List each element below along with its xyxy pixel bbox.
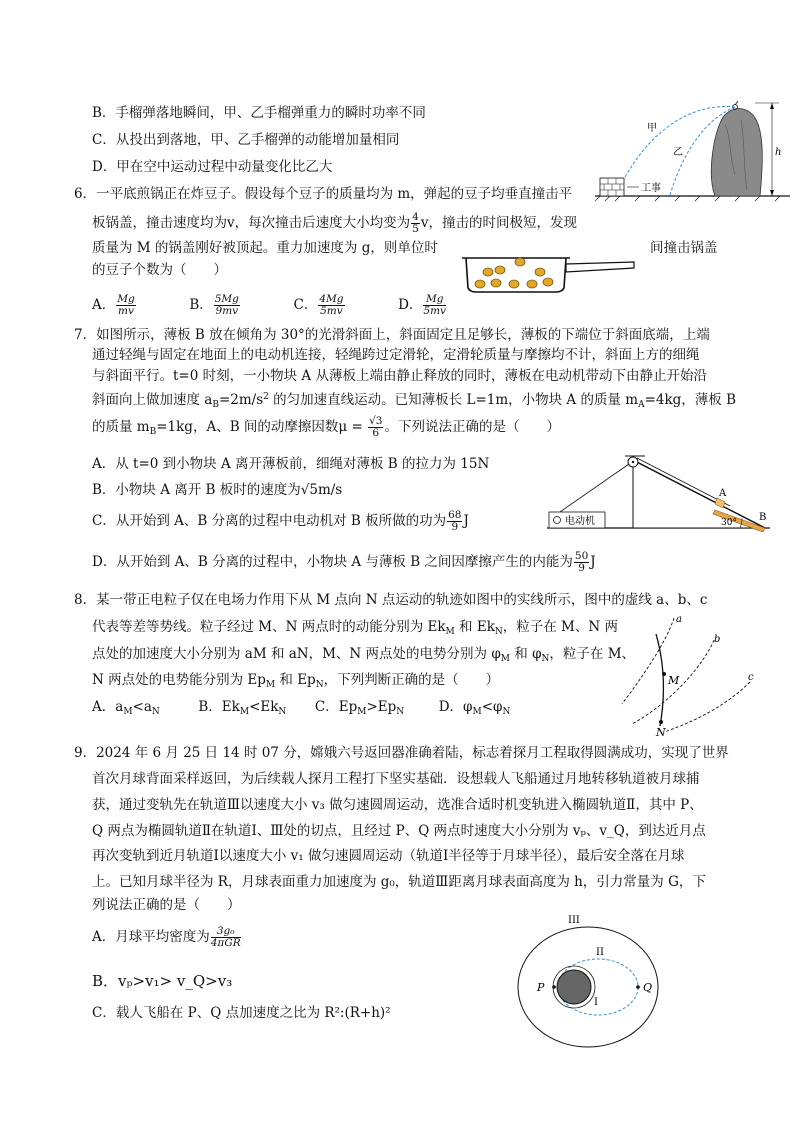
q5-fig-yi: 乙 <box>673 147 683 158</box>
q5-fig-jia: 甲 <box>647 123 657 134</box>
q6-line-4: 的豆子个数为（ ） <box>92 262 227 278</box>
q5-option-d: D．甲在空中运动过程中动量变化比乙大 <box>92 159 333 175</box>
q5-option-c: C．从投出到落地，甲、乙手榴弹的动能增加量相同 <box>92 132 400 148</box>
q7-line-2: 通过轻绳与固定在地面上的电动机连接，轻绳跨过定滑轮，定滑轮质量与摩擦均不计，斜面上方的细绳 <box>92 347 700 363</box>
q5-fig-gongshi: 工事 <box>641 183 661 194</box>
q7-line-3: 与斜面平行。t=0 时刻，一小物块 A 从薄板上端由静止释放的同时，薄板在电动机带动下由静止开始沿 <box>92 368 707 384</box>
q7-line-5: 的质量 $m_B=1kg$，A、B 间的动摩擦因数μ = $\frac{√3}{6}$ 。下列说法正确的是（ ） <box>92 415 560 439</box>
q8-fig-n: N <box>656 726 666 738</box>
q7-line-4: 斜面向上做加速度 $a_B=2m/s^2$ 的匀加速直线运动。已知薄板长 L=1m，小物块 A 的质量 $m_A=4kg$，薄板 B <box>92 392 737 410</box>
q6-figure <box>460 250 638 296</box>
q8-line-2: 代表等差等势线。粒子经过 M、N 两点时的动能分别为 $Ek_M$ 和 $Ek_N$，粒子在 M、N 两 <box>92 619 618 637</box>
q9-fig-i: I <box>594 997 598 1008</box>
q9-line-5: 再次变轨到近月轨道Ⅰ以速度大小 v₁ 做匀速圆周运动（轨道Ⅰ半径等于月球半径），最后安全落在月球 <box>92 848 685 864</box>
q9-line-7: 列说法正确的是（ ） <box>92 897 241 913</box>
q9-fig-ii: II <box>596 947 604 958</box>
q9-option-a: A．月球平均密度为 $\frac{\text{3g₀}}{\text{4πGR}}$ <box>92 925 241 949</box>
q7-option-a: A．从 t=0 到小物块 A 离开薄板前，细绳对薄板 B 的拉力为 15N <box>92 456 490 472</box>
q8-figure <box>600 612 780 738</box>
q7-option-b: B．小物块 A 离开 B 板时的速度为√5m/s <box>92 482 343 498</box>
q7-fig-b: B <box>759 512 767 523</box>
q7-line-1: 7．如图所示，薄板 B 放在倾角为 30°的光滑斜面上，斜面固定且足够长，薄板的下端位于斜面底端，上端 <box>74 327 710 343</box>
q9-line-2: 首次月球背面采样返回，为后续载人探月工程打下坚实基础．设想载人飞船通过月地转移轨道被月球捕 <box>92 771 700 787</box>
q7-option-d: D．从开始到 A、B 分离的过程中，小物块 A 与薄板 B 之间因摩擦产生的内能为 $\frac{50}{9}$ J <box>92 550 596 574</box>
q8-line-1: 8．某一带正电粒子仅在电场力作用下从 M 点向 N 点运动的轨迹如图中的实线所示，图中的虚线 a、b、c <box>74 592 708 608</box>
q7-fig-angle: 30° <box>721 518 737 528</box>
q9-line-6: 上。已知月球半径为 R，月球表面重力加速度为 g₀，轨道Ⅲ距离月球表面高度为 h，引力常量为 G，下 <box>92 874 706 890</box>
q5-option-b: B．手榴弹落地瞬间，甲、乙手榴弹重力的瞬时功率不同 <box>92 105 426 121</box>
q6-line-3b: 间撞击锅盖 <box>650 240 718 256</box>
q6-line-1: 6．一平底煎锅正在炸豆子。假设每个豆子的质量均为 m，弹起的豆子均垂直撞击平 <box>74 186 573 202</box>
q9-fig-iii: III <box>568 915 580 926</box>
q7-option-c: C．从开始到 A、B 分离的过程中电动机对 B 板所做的功为 $\frac{68}{9}$ J <box>92 509 469 533</box>
q5-figure <box>595 95 794 203</box>
q7-figure <box>545 452 775 532</box>
q9-line-3: 获，通过变轨先在轨道Ⅲ以速度大小 v₃ 做匀速圆周运动，选准合适时机变轨进入椭圆轨道Ⅱ，其中 P、 <box>92 797 703 813</box>
q5-fig-h: h <box>775 147 782 158</box>
q9-option-b: B．vₚ>v₁> v_Q>v₃ <box>92 972 233 990</box>
q8-line-3: 点处的加速度大小分别为 aM 和 aN，M、N 两点处的电势分别为 $\varphi_M$ 和 $\varphi_N$，粒子在 M、 <box>92 646 636 664</box>
q8-fig-c: c <box>748 672 754 683</box>
q9-fig-p: P <box>537 981 545 994</box>
q6-options: A． $\frac{Mg}{mv}$ B． $\frac{5Mg}{9mv}$ C． $\frac{4Mg}{5mv}$ D． $\frac{Mg}{5mv}$ <box>92 293 446 317</box>
q7-fig-a: A <box>719 488 727 499</box>
q6-line-2: 板锅盖，撞击速度均为v，每次撞击后速度大小均变为 $\frac{4}{5}$ v，撞击的时间极短，发现 <box>92 211 577 235</box>
q8-fig-a: a <box>676 614 682 625</box>
q8-fig-m: M <box>668 674 680 687</box>
q9-line-1: 9．2024 年 6 月 25 日 14 时 07 分，嫦娥六号返回器准确着陆，标志着探月工程取得圆满成功，实现了世界 <box>74 745 729 761</box>
q9-line-4: Q 两点为椭圆轨道Ⅱ在轨道Ⅰ、Ⅲ处的切点，且经过 P、Q 两点时速度大小分别为 vₚ、v_Q，到达近月点 <box>92 823 706 839</box>
q9-option-c: C．载人飞船在 P、Q 点加速度之比为 R²:(R+h)² <box>92 1005 391 1021</box>
q9-figure <box>500 915 680 1055</box>
q8-options: A．$a_M<a_N$ B．$Ek_M<Ek_N$ C．$Ep_M>Ep_N$ D．$\varphi_M<\varphi_N$ <box>92 699 511 717</box>
q7-fig-motor: 电动机 <box>565 516 595 527</box>
q6-line-3a: 质量为 M 的锅盖刚好被顶起。重力加速度为 g，则单位时 <box>92 240 438 256</box>
q8-line-4: N 两点处的电势能分别为 $Ep_M$ 和 $Ep_N$，下列判断正确的是（ ） <box>92 672 500 690</box>
q8-fig-b: b <box>714 634 721 645</box>
q9-fig-q: Q <box>643 981 653 994</box>
